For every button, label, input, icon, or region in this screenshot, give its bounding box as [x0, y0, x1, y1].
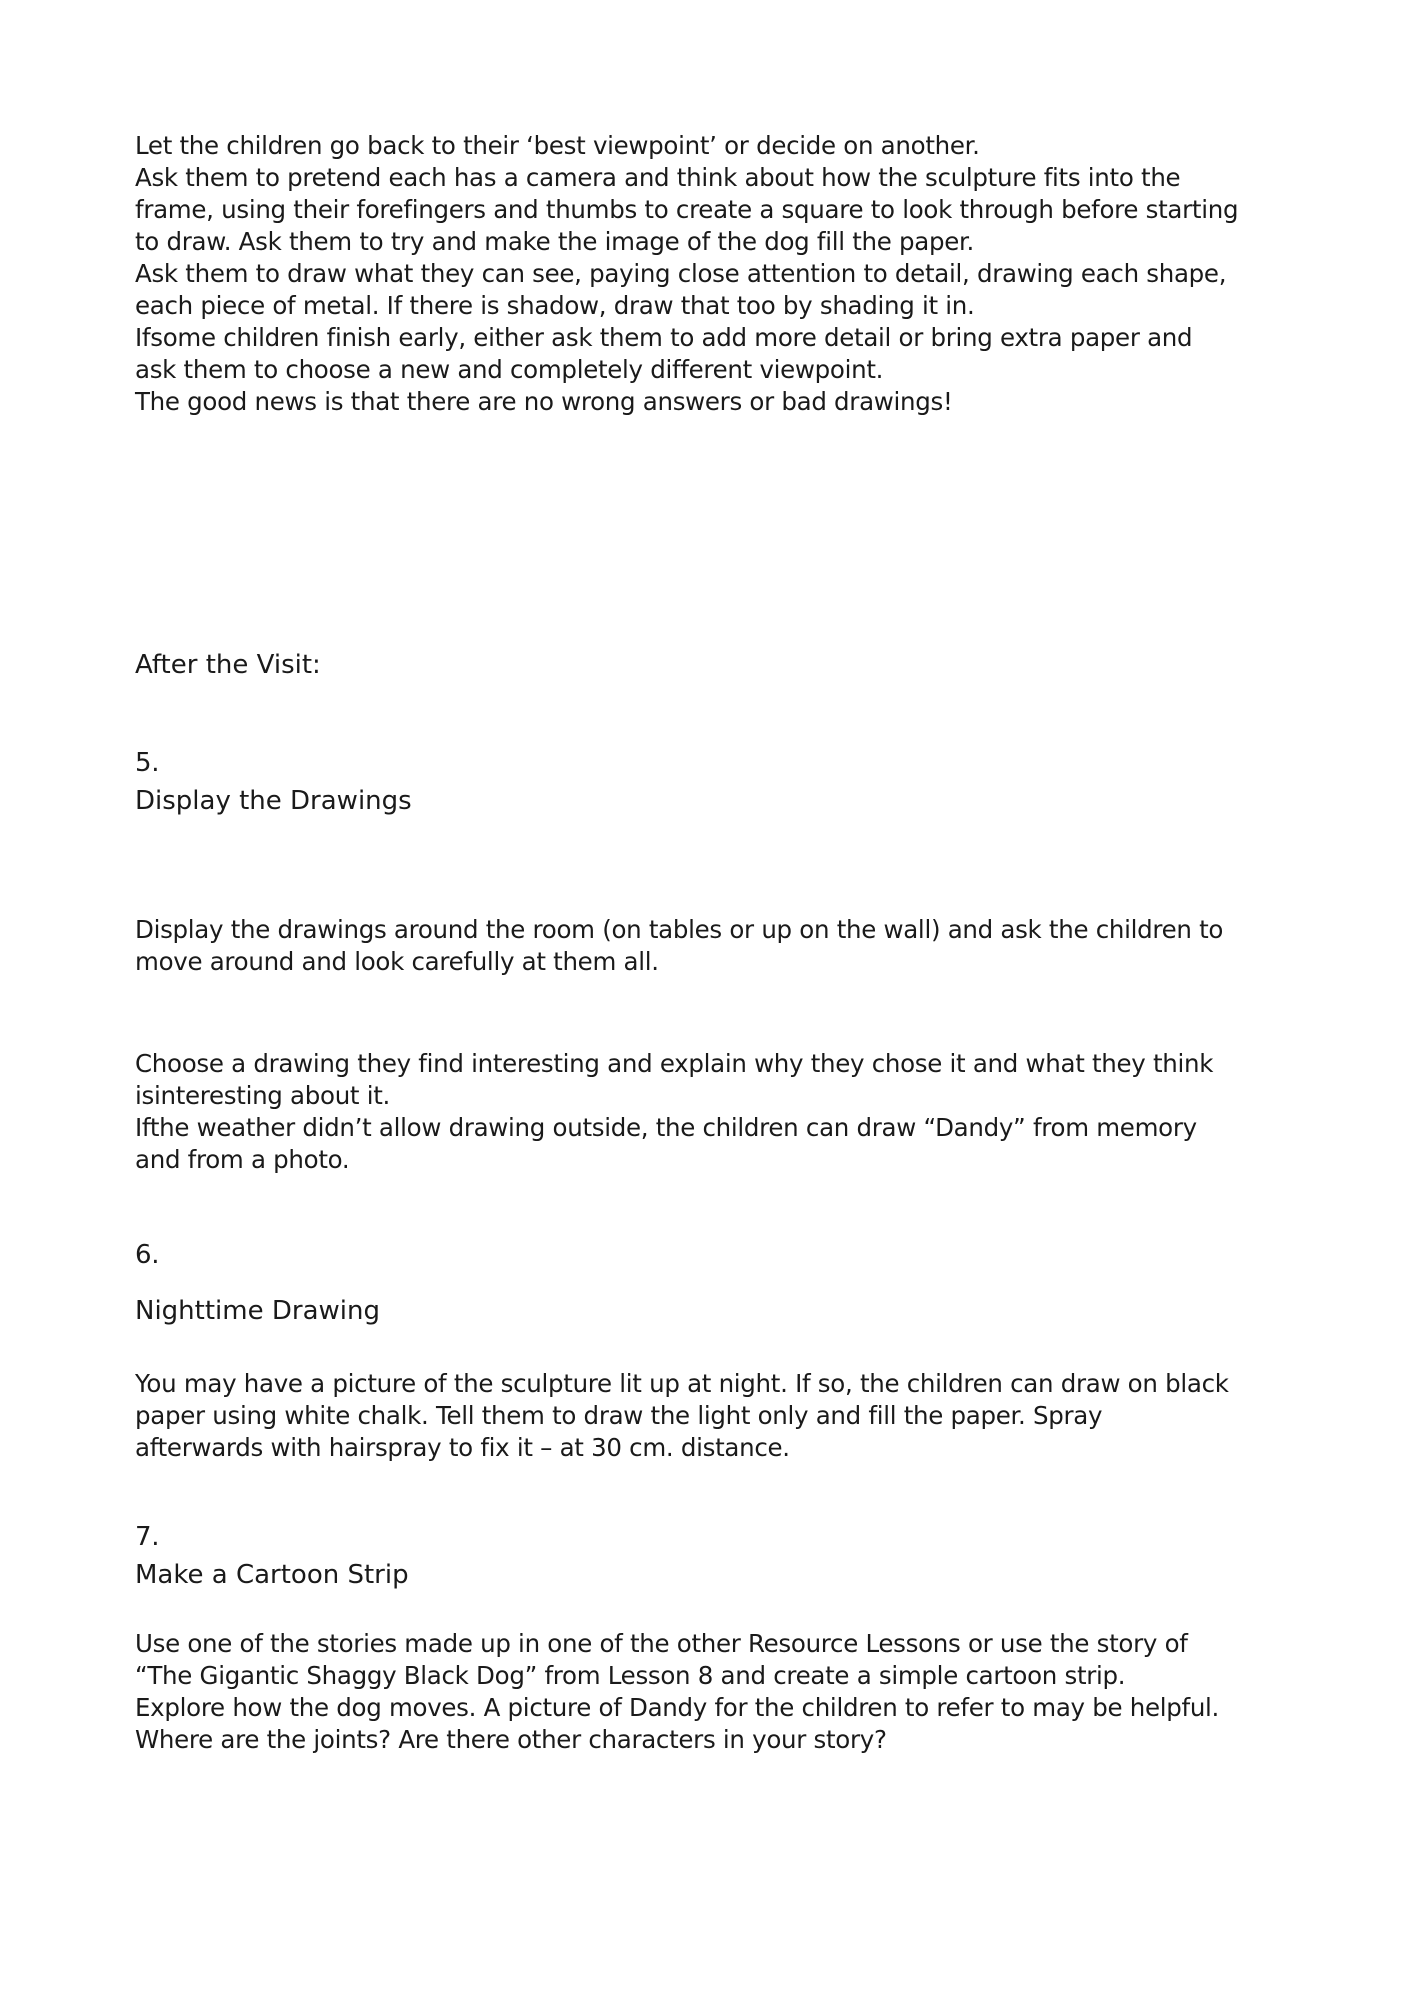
- section-title: Display the Drawings: [135, 786, 412, 816]
- intro-paragraph: [135, 130, 1295, 418]
- text-line: paper using white chalk. Tell them to draw the light only and fill the paper. Spray: [135, 1401, 1103, 1430]
- section-title: Nighttime Drawing: [135, 1296, 380, 1326]
- text-line: The good news is that there are no wrong answers or bad drawings!: [135, 387, 953, 416]
- after-visit-heading: After the Visit:: [135, 650, 321, 680]
- document-page: [135, 130, 1295, 1756]
- section-paragraph: [135, 914, 1295, 978]
- text-line: You may have a picture of the sculpture lit up at night. If so, the children can draw on black: [135, 1369, 1229, 1398]
- text-line: to draw. Ask them to try and make the image of the dog fill the paper.: [135, 227, 975, 256]
- section-paragraph: [135, 1628, 1295, 1756]
- section-paragraph: [135, 1048, 1295, 1176]
- text-line: Where are the joints? Are there other characters in your story?: [135, 1725, 887, 1754]
- text-line: move around and look carefully at them all.: [135, 947, 659, 976]
- section-number: 6.: [135, 1240, 160, 1270]
- section-paragraph: [135, 1368, 1295, 1464]
- text-line: Use one of the stories made up in one of the other Resource Lessons or use the story of: [135, 1629, 1188, 1658]
- section-title: Make a Cartoon Strip: [135, 1560, 409, 1590]
- text-line: and from a photo.: [135, 1145, 350, 1174]
- text-line: Let the children go back to their ‘best viewpoint’ or decide on another.: [135, 131, 980, 160]
- text-line: Ask them to pretend each has a camera and think about how the sculpture fits into the: [135, 163, 1181, 192]
- text-line: Explore how the dog moves. A picture of Dandy for the children to refer to may be helpful.: [135, 1693, 1220, 1722]
- text-line: Choose a drawing they find interesting and explain why they chose it and what they think: [135, 1049, 1214, 1078]
- section-number: 7.: [135, 1522, 160, 1552]
- text-line: Ask them to draw what they can see, paying close attention to detail, drawing each shape,: [135, 259, 1227, 288]
- text-line: isinteresting about it.: [135, 1081, 391, 1110]
- text-line: frame, using their forefingers and thumbs to create a square to look through before starting: [135, 195, 1239, 224]
- text-line: Ifthe weather didn’t allow drawing outside, the children can draw “Dandy” from memory: [135, 1113, 1197, 1142]
- text-line: each piece of metal. If there is shadow, draw that too by shading it in.: [135, 291, 975, 320]
- text-line: “The Gigantic Shaggy Black Dog” from Lesson 8 and create a simple cartoon strip.: [135, 1661, 1126, 1690]
- text-line: Ifsome children finish early, either ask them to add more detail or bring extra paper and: [135, 323, 1193, 352]
- text-line: Display the drawings around the room (on tables or up on the wall) and ask the children to: [135, 915, 1224, 944]
- text-line: ask them to choose a new and completely different viewpoint.: [135, 355, 884, 384]
- text-line: afterwards with hairspray to fix it – at 30 cm. distance.: [135, 1433, 790, 1462]
- section-number: 5.: [135, 748, 160, 778]
